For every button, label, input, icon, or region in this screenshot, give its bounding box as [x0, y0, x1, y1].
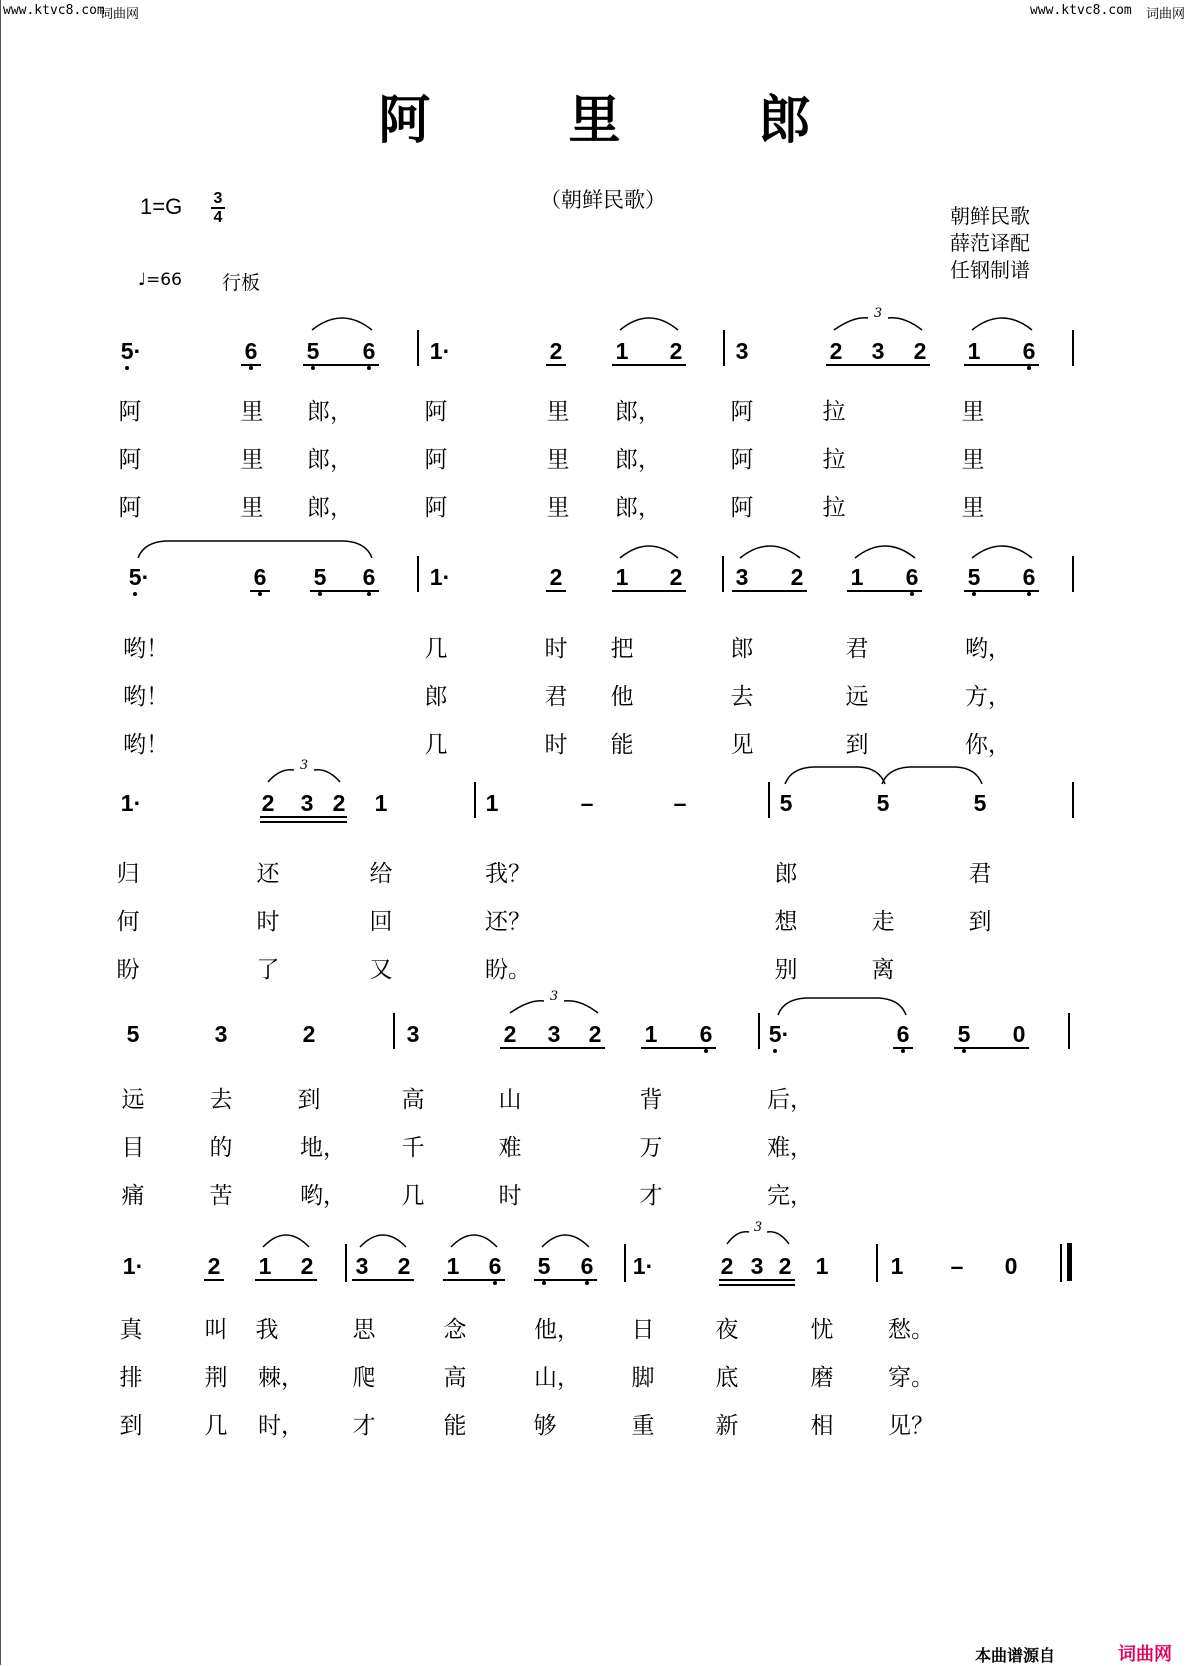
lyric: 阿: [424, 447, 448, 473]
note: 1: [644, 1021, 658, 1047]
slur: [358, 1229, 408, 1249]
underline-eighth: [954, 1047, 1029, 1049]
lyric: 拉: [822, 447, 846, 473]
barline: [768, 782, 770, 818]
tempo-marking: ♩=66: [138, 270, 182, 290]
watermark-label-right: 词曲网: [1146, 7, 1186, 22]
note: 6: [1022, 338, 1036, 364]
lyric: 够: [533, 1413, 557, 1439]
lyric: 完，: [767, 1183, 813, 1209]
lyric: 把: [610, 636, 634, 662]
slur: [738, 540, 802, 560]
barline: [474, 782, 476, 818]
underline-eighth: [241, 364, 261, 366]
lyric: 真: [119, 1317, 143, 1343]
tie: [783, 764, 887, 786]
note: 5: [313, 564, 327, 590]
lyric: 走: [871, 909, 895, 935]
underline-eighth: [250, 590, 270, 592]
lyric: 郎，: [307, 447, 353, 473]
slur: [540, 1229, 591, 1249]
note: 1·: [632, 1253, 654, 1279]
lyric: 阿: [730, 495, 754, 521]
note: 6: [362, 338, 376, 364]
lyric: 到: [297, 1087, 321, 1113]
lyric: 离: [871, 957, 895, 983]
note: 5·: [120, 338, 142, 364]
lyric: 哟，: [965, 636, 1011, 662]
lyric: 阿: [424, 495, 448, 521]
note-dot-below: [258, 592, 262, 596]
note: –: [673, 790, 687, 816]
note: 2: [207, 1253, 221, 1279]
watermark-url-left: www.ktvc8.com: [3, 3, 105, 18]
lyric: 新: [715, 1413, 739, 1439]
lyric: 高: [401, 1087, 425, 1113]
lyric: 盼: [116, 957, 140, 983]
lyric: 地，: [300, 1135, 346, 1161]
barline: [1068, 1013, 1070, 1049]
lyric: 拉: [822, 495, 846, 521]
note: 5·: [768, 1021, 790, 1047]
note: 3: [750, 1253, 764, 1279]
note: 2: [549, 564, 563, 590]
note: 1: [815, 1253, 829, 1279]
note: 1·: [120, 790, 142, 816]
lyric: 念: [443, 1317, 467, 1343]
lyric: 阿: [730, 447, 754, 473]
lyric: 君: [968, 861, 992, 887]
lyric: 几: [401, 1183, 425, 1209]
lyric: 了: [256, 957, 280, 983]
note-dot-below: [962, 1049, 966, 1053]
lyric: 远: [845, 684, 869, 710]
lyric: 郎，: [307, 399, 353, 425]
lyric: 能: [610, 732, 634, 758]
lyric: 几: [424, 636, 448, 662]
lyric: 里: [546, 399, 570, 425]
underline-eighth: [500, 1047, 605, 1049]
lyric: 归: [116, 861, 140, 887]
slur: [776, 995, 908, 1017]
lyric: 到: [119, 1413, 143, 1439]
note: 6: [1022, 564, 1036, 590]
note: 6: [253, 564, 267, 590]
lyric: 给: [369, 861, 393, 887]
slur: [261, 1229, 311, 1249]
lyric: 里: [961, 495, 985, 521]
note-dot-below: [493, 1281, 497, 1285]
lyric: 重: [631, 1413, 655, 1439]
lyric: 相: [810, 1413, 834, 1439]
watermark-label-left: 词曲网: [100, 7, 140, 22]
note: 6: [896, 1021, 910, 1047]
note-dot-below: [367, 592, 371, 596]
lyric: 郎: [424, 684, 448, 710]
song-subtitle: （朝鲜民歌）: [540, 188, 666, 212]
note: 2: [397, 1253, 411, 1279]
note: 2: [829, 338, 843, 364]
barline: [758, 1013, 760, 1049]
barline: [876, 1244, 878, 1282]
lyric: 别: [774, 957, 798, 983]
lyric: 后，: [767, 1087, 813, 1113]
final-barline-thick: [1067, 1243, 1072, 1281]
lyric: 方，: [965, 684, 1011, 710]
lyric: 底: [715, 1365, 739, 1391]
note: 2: [669, 564, 683, 590]
lyric: 到: [845, 732, 869, 758]
lyric: 时: [544, 732, 568, 758]
final-barline-thin: [1060, 1244, 1062, 1282]
lyric: 荆: [204, 1365, 228, 1391]
note: 1: [615, 338, 629, 364]
lyric: 我: [255, 1317, 279, 1343]
note: 2: [669, 338, 683, 364]
lyric: 想: [774, 909, 798, 935]
note: 0: [1004, 1253, 1018, 1279]
note: 1: [850, 564, 864, 590]
page-edge-line: [0, 0, 1, 1665]
note: 3: [735, 338, 749, 364]
lyric: 几: [424, 732, 448, 758]
lyric: 思: [352, 1317, 376, 1343]
lyric: 又: [369, 957, 393, 983]
note: 5: [967, 564, 981, 590]
underline-eighth: [964, 590, 1039, 592]
note: 5: [537, 1253, 551, 1279]
note: 1: [485, 790, 499, 816]
credit-translator: 薛范译配: [950, 231, 1030, 255]
lyric: 时，: [258, 1413, 304, 1439]
lyric: 才: [352, 1413, 376, 1439]
key-signature: 1=G: [140, 194, 183, 219]
slur: [618, 540, 680, 560]
note: 3: [547, 1021, 561, 1047]
note: 3: [355, 1253, 369, 1279]
note-dot-below: [133, 592, 137, 596]
note: 1: [374, 790, 388, 816]
note: 2: [913, 338, 927, 364]
note: 6: [244, 338, 258, 364]
note: 5: [779, 790, 793, 816]
note-dot-below: [704, 1049, 708, 1053]
barline: [1072, 330, 1074, 366]
note-dot-below: [972, 592, 976, 596]
time-signature: [210, 190, 226, 226]
lyric: 几: [204, 1413, 228, 1439]
note-dot-below: [773, 1049, 777, 1053]
lyric: 苦: [209, 1183, 233, 1209]
note: 2: [588, 1021, 602, 1047]
triplet-number: 3: [873, 306, 883, 321]
lyric: 阿: [424, 399, 448, 425]
note-dot-below: [249, 366, 253, 370]
note: 5: [876, 790, 890, 816]
underline-eighth: [847, 590, 922, 592]
triplet-number: 3: [753, 1220, 763, 1235]
note: –: [950, 1253, 964, 1279]
lyric: 还: [256, 861, 280, 887]
note: 6: [362, 564, 376, 590]
note: 2: [302, 1021, 316, 1047]
underline-eighth: [964, 364, 1039, 366]
lyric: 盼。: [485, 957, 531, 983]
note-dot-below: [585, 1281, 589, 1285]
tempo-text: 行板: [222, 272, 261, 294]
lyric: 山，: [534, 1365, 580, 1391]
barline: [417, 330, 419, 366]
underline-eighth: [260, 816, 347, 818]
lyric: 郎，: [307, 495, 353, 521]
note-dot-below: [367, 366, 371, 370]
lyric: 远: [121, 1087, 145, 1113]
triplet-number: 3: [299, 758, 309, 773]
note: –: [580, 790, 594, 816]
footer-site-logo[interactable]: 词曲网: [1118, 1644, 1172, 1665]
slur: [970, 312, 1034, 332]
underline-eighth: [612, 364, 686, 366]
lyric: 日: [631, 1317, 655, 1343]
lyric: 里: [240, 399, 264, 425]
underline-eighth: [546, 590, 566, 592]
lyric: 磨: [810, 1365, 834, 1391]
lyric: 阿: [118, 447, 142, 473]
note: 2: [720, 1253, 734, 1279]
lyric: 千: [401, 1135, 425, 1161]
lyric: 夜: [715, 1317, 739, 1343]
underline-eighth: [546, 364, 566, 366]
note: 2: [549, 338, 563, 364]
lyric: 穿。: [888, 1365, 934, 1391]
lyric: 见？: [888, 1413, 934, 1439]
lyric: 万: [639, 1135, 663, 1161]
note: 3: [871, 338, 885, 364]
note: 5: [306, 338, 320, 364]
lyric: 愁。: [888, 1317, 934, 1343]
underline-eighth: [641, 1047, 716, 1049]
slur: [970, 540, 1034, 560]
underline-eighth: [893, 1047, 913, 1049]
lyric: 能: [443, 1413, 467, 1439]
note: 6: [699, 1021, 713, 1047]
lyric: 到: [968, 909, 992, 935]
slur: [310, 312, 374, 332]
lyric: 郎，: [615, 399, 661, 425]
note-dot-below: [125, 366, 129, 370]
lyric: 阿: [118, 495, 142, 521]
barline: [624, 1244, 626, 1282]
barline: [722, 556, 724, 592]
note: 6: [905, 564, 919, 590]
note: 1: [967, 338, 981, 364]
lyric: 爬: [352, 1365, 376, 1391]
lyric: 他: [610, 684, 634, 710]
lyric: 阿: [730, 399, 754, 425]
lyric: 去: [209, 1087, 233, 1113]
footer-source-text: 本曲谱源自: [975, 1646, 1056, 1665]
lyric: 还？: [485, 909, 531, 935]
note: 1: [615, 564, 629, 590]
lyric: 回: [369, 909, 393, 935]
time-signature-top: 3: [213, 190, 223, 207]
underline-eighth: [310, 590, 379, 592]
credit-engraver: 任钢制谱: [950, 258, 1030, 282]
note: 1·: [429, 338, 451, 364]
note: 1: [890, 1253, 904, 1279]
slur: [618, 312, 680, 332]
lyric: 难，: [767, 1135, 813, 1161]
lyric: 痛: [121, 1183, 145, 1209]
lyric: 郎，: [615, 495, 661, 521]
lyric: 时: [498, 1183, 522, 1209]
lyric: 哟，: [300, 1183, 346, 1209]
lyric: 拉: [822, 399, 846, 425]
note: 3: [214, 1021, 228, 1047]
note-dot-below: [1027, 592, 1031, 596]
note: 3: [300, 790, 314, 816]
lyric: 里: [546, 447, 570, 473]
lyric: 叫: [204, 1317, 228, 1343]
note: 5: [957, 1021, 971, 1047]
underline-eighth: [303, 364, 379, 366]
barline: [417, 556, 419, 592]
slur: [136, 538, 374, 560]
slur: [853, 540, 917, 560]
lyric: 见: [730, 732, 754, 758]
lyric: 阿: [118, 399, 142, 425]
slur: [449, 1229, 499, 1249]
lyric: 山: [498, 1087, 522, 1113]
note: 3: [735, 564, 749, 590]
note: 2: [790, 564, 804, 590]
lyric: 郎: [730, 636, 754, 662]
lyric: 的: [209, 1135, 233, 1161]
note-dot-below: [1027, 366, 1031, 370]
lyric: 才: [639, 1183, 663, 1209]
lyric: 他，: [534, 1317, 580, 1343]
time-signature-bottom: 4: [213, 209, 223, 226]
note: 0: [1012, 1021, 1026, 1047]
lyric: 里: [546, 495, 570, 521]
note: 2: [332, 790, 346, 816]
barline: [1072, 782, 1074, 818]
note-dot-below: [901, 1049, 905, 1053]
barline: [723, 330, 725, 366]
note: 2: [300, 1253, 314, 1279]
underline-eighth: [719, 1279, 795, 1281]
song-title: 阿 里 郎: [378, 90, 871, 151]
lyric: 脚: [631, 1365, 655, 1391]
note: 1·: [122, 1253, 144, 1279]
lyric: 棘，: [258, 1365, 304, 1391]
note: 2: [778, 1253, 792, 1279]
lyric: 君: [544, 684, 568, 710]
lyric: 高: [443, 1365, 467, 1391]
lyric: 时: [256, 909, 280, 935]
lyric: 里: [961, 399, 985, 425]
lyric: 忧: [810, 1317, 834, 1343]
underline-sixteenth: [260, 821, 347, 823]
underline-eighth: [612, 590, 686, 592]
lyric: 时: [544, 636, 568, 662]
note: 2: [261, 790, 275, 816]
note: 1: [446, 1253, 460, 1279]
note-dot-below: [318, 592, 322, 596]
lyric: 背: [639, 1087, 663, 1113]
lyric: 哟！: [123, 636, 169, 662]
lyric: 你，: [965, 732, 1011, 758]
lyric: 去: [730, 684, 754, 710]
note: 1: [258, 1253, 272, 1279]
underline-sixteenth: [719, 1284, 795, 1286]
note: 5: [973, 790, 987, 816]
note: 5: [126, 1021, 140, 1047]
lyric: 哟！: [123, 684, 169, 710]
note-dot-below: [910, 592, 914, 596]
note: 6: [580, 1253, 594, 1279]
note: 3: [406, 1021, 420, 1047]
lyric: 君: [845, 636, 869, 662]
lyric: 里: [961, 447, 985, 473]
barline: [1072, 556, 1074, 592]
underline-eighth: [352, 1279, 414, 1281]
lyric: 郎: [774, 861, 798, 887]
lyric: 郎，: [615, 447, 661, 473]
credit-origin: 朝鲜民歌: [950, 204, 1030, 228]
underline-eighth: [204, 1279, 224, 1281]
note: 5·: [128, 564, 150, 590]
note: 1·: [429, 564, 451, 590]
watermark-url-right: www.ktvc8.com: [1030, 3, 1132, 18]
barline: [393, 1013, 395, 1049]
lyric: 何: [116, 909, 140, 935]
note-dot-below: [542, 1281, 546, 1285]
underline-eighth: [534, 1279, 597, 1281]
underline-eighth: [443, 1279, 505, 1281]
underline-eighth: [732, 590, 807, 592]
barline: [345, 1244, 347, 1282]
underline-eighth: [826, 364, 930, 366]
lyric: 难: [498, 1135, 522, 1161]
lyric: 我？: [485, 861, 531, 887]
underline-eighth: [255, 1279, 317, 1281]
lyric: 里: [240, 495, 264, 521]
lyric: 哟！: [123, 732, 169, 758]
note-dot-below: [311, 366, 315, 370]
note: 2: [503, 1021, 517, 1047]
note: 6: [488, 1253, 502, 1279]
tie: [880, 764, 984, 786]
lyric: 排: [119, 1365, 143, 1391]
triplet-number: 3: [549, 989, 559, 1004]
lyric: 里: [240, 447, 264, 473]
lyric: 目: [121, 1135, 145, 1161]
